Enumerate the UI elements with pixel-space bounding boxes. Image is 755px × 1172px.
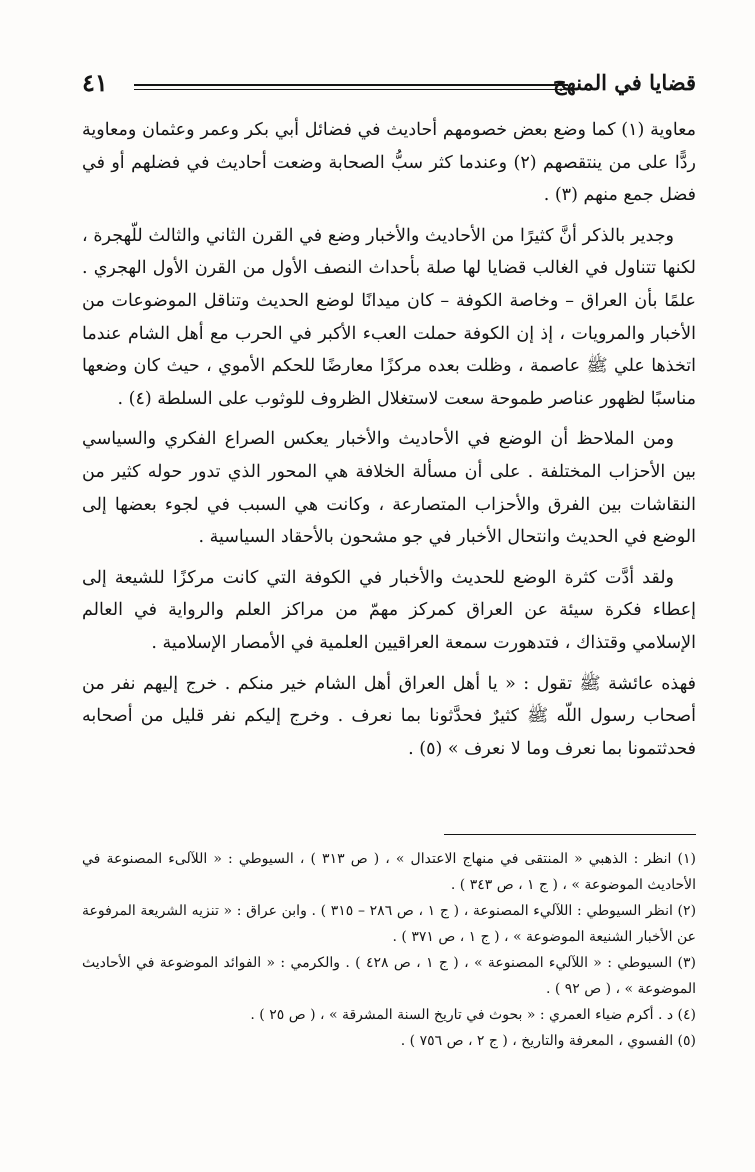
footnote-4: (٤) د . أكرم ضياء العمري : « بحوث في تاريخ السنة المشرقة » ، ( ص ٢٥ ) . (250, 1007, 696, 1023)
footnote-1: (١) انظر : الذهبي « المنتقى في منهاج الاعتدال » ، ( ص ٣١٣ ) ، السيوطي : « اللآلىء المصنوعة في الأحاديث الموضوعة » ، ( ج ١ ، ص ٣٤٣ ) . (82, 851, 697, 893)
paragraph-4-text: ولقد أدَّت كثرة الوضع للحديث والأخبار في الكوفة التي كانت مركزًا للشيعة إلى إعطاء فكرة سيئة عن العراق كمركز مهمّ من مراكز العلم والرواية في العالم الإسلامي وقتذاك ، فتدهورت سمعة العراقيين العلمية في الأمصار الإسلامية . (82, 567, 696, 653)
footnote-5: (٥) الفسوي ، المعرفة والتاريخ ، ( ج ٢ ، ص ٧٥٦ ) . (400, 1033, 696, 1049)
running-title: قضايا في المنهج (552, 70, 696, 95)
footnotes (82, 846, 696, 1054)
footnote-3: (٣) السيوطي : « اللآليء المصنوعة » ، ( ج ١ ، ص ٤٢٨ ) . والكرمي : « الفوائد الموضوعة في الأحاديث الموضوعة » ، ( ص ٩٢ ) . (82, 955, 697, 997)
page-number: ٤١ (82, 68, 108, 97)
main-text (82, 114, 696, 773)
paragraph-4 (82, 562, 696, 660)
paragraph-5 (82, 668, 696, 766)
paragraph-3-text: ومن الملاحظ أن الوضع في الأحاديث والأخبار يعكس الصراع الفكري والسياسي بين الأحزاب المختلفة . على أن مسألة الخلافة هي المحور الذي تدور حوله كثير من النقاشات بين الفرق والأحزاب المتصارعة ، وكانت هي السبب في لجوء بعضها إلى الوضع في الحديث وانتحال الأخبار في جو مشحون بالأحقاد السياسية . (82, 429, 696, 548)
header-rule (134, 84, 568, 90)
page-header (82, 68, 696, 108)
paragraph-2 (82, 220, 696, 416)
footnote-2: (٢) انظر السيوطي : اللآليء المصنوعة ، ( ج ١ ، ص ٢٨٦ – ٣١٥ ) . وابن عراق : « تنزيه الشريعة المرفوعة عن الأخبار الشنيعة الموضوعة » ، ( ج ١ ، ص ٣٧١ ) . (82, 903, 697, 945)
paragraph-5-text: فهذه عائشة ﷺ تقول : « يا أهل العراق أهل الشام خير منكم . خرج إليهم نفر من أصحاب رسول اللّه ﷺ كثيرٌ فحدَّثونا بما نعرف . وخرج إليكم نفر قليل من أصحابه فحدثتمونا بما نعرف وما لا نعرف » (٥) . (82, 673, 696, 759)
footnote-separator (444, 834, 696, 835)
paragraph-3 (82, 423, 696, 553)
paragraph-1: معاوية (١) كما وضع بعض خصومهم أحاديث في فضائل أبي بكر وعمر وعثمان ومعاوية ردًّا على من ينتقصهم (٢) وعندما كثر سبُّ الصحابة وضعت أحاديث في فضلهم أو في فضل جمع منهم (٣) . (82, 120, 697, 206)
paragraph-2-text: وجدير بالذكر أنَّ كثيرًا من الأحاديث والأخبار وضع في القرن الثاني والثالث للّهجرة ، لكنها تتناول في الغالب قضايا لها صلة بأحداث النصف الأول من القرن الأول الهجري . علمًا بأن العراق – وخاصة الكوفة – كان ميدانًا لوضع الحديث وتناقل الموضوعات من الأخبار والمرويات ، إذ إن الكوفة حملت العبء الأكبر في الحرب مع أهل الشام عندما اتخذها علي ﷺ عاصمة ، وظلت بعده مركزًا معارضًا للحكم الأموي ، حيث كان وضعها مناسبًا لظهور عناصر طموحة سعت لاستغلال الظروف للوثوب على السلطة (٤) . (82, 225, 696, 409)
